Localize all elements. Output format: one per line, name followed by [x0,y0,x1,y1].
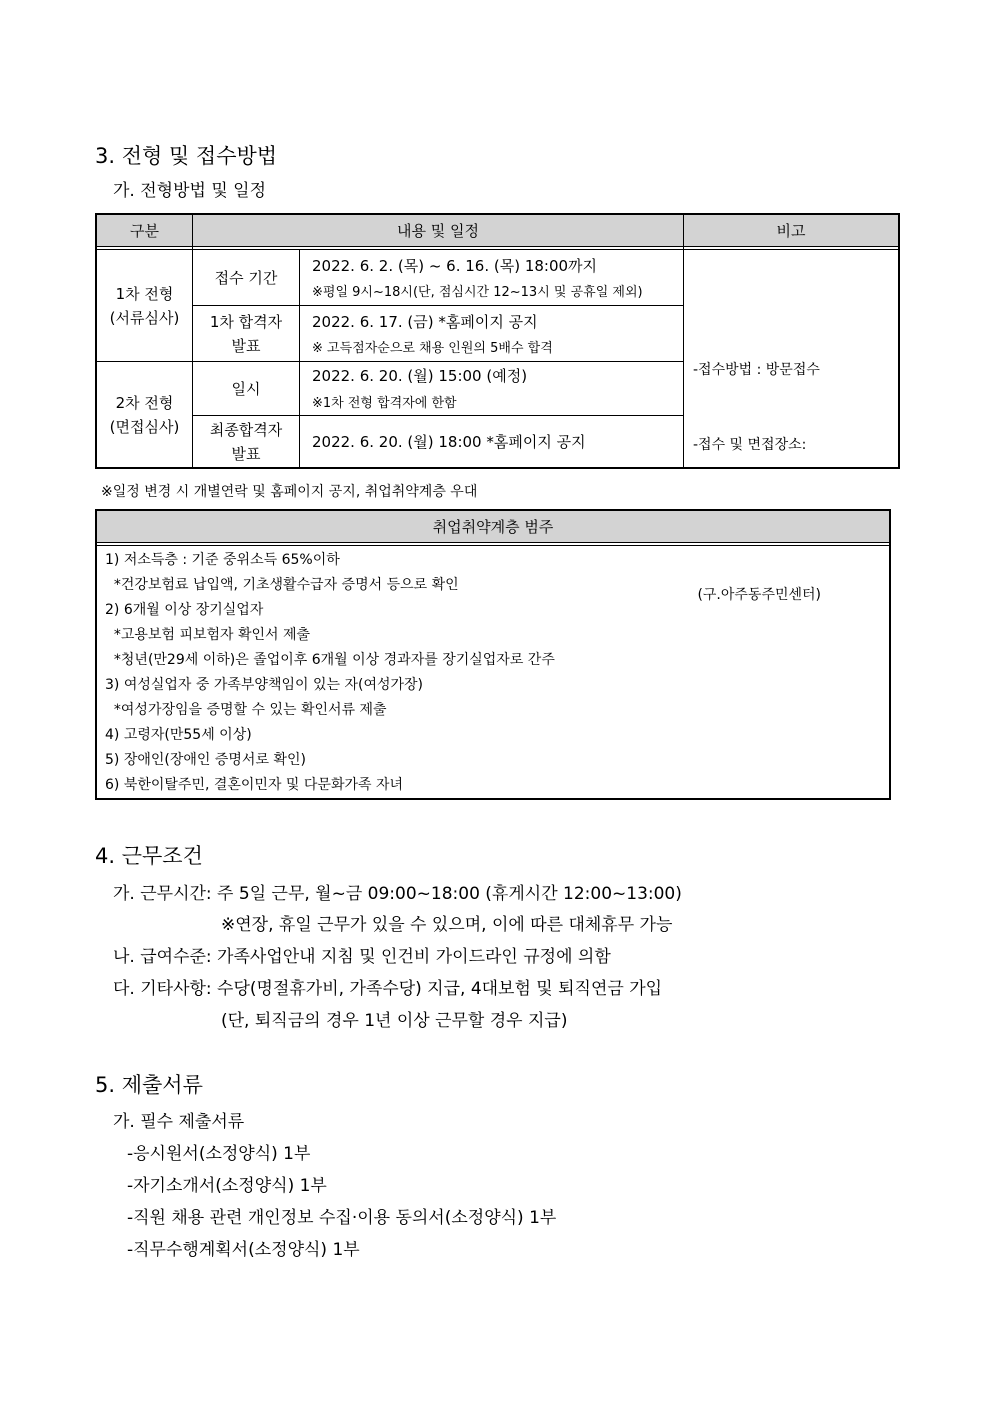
category-line: 5) 장애인(장애인 증명서로 확인) [105,752,306,768]
category-line: *고용보험 피보험자 확인서 제출 [105,627,311,643]
row4-content: 2022. 6. 20. (월) 18:00 *홈페이지 공지 [312,433,586,451]
category-line: *건강보험료 납입액, 기초생활수급자 증명서 등으로 확인 [105,577,459,593]
category-line: 2) 6개월 이상 장기실업자 [105,602,264,618]
other-matters: 다. 기타사항: 수당(명절휴가비, 가족수당) 지급, 4대보험 및 퇴직연금 가입 [113,979,663,999]
category-line: 4) 고령자(만55세 이상) [105,727,252,743]
section4-title: 4. 근무조건 [95,844,203,868]
section3-title: 3. 전형 및 접수방법 [95,144,278,168]
row2-content: 2022. 6. 17. (금) *홈페이지 공지 ※ 고득점자순으로 채용 인원의 5배수 합격 [312,313,553,356]
header-category: 구분 [97,215,192,246]
section5-sub-a: 가. 필수 제출서류 [113,1112,245,1132]
salary-level: 나. 급여수준: 가족사업안내 지침 및 인건비 가이드라인 규정에 의함 [113,947,611,967]
row1-content: 2022. 6. 2. (목) ~ 6. 16. (목) 18:00까지 ※평일 9시~18시(단, 점심시간 12~13시 및 공휴일 제외) [312,257,643,300]
stage1-label: 1차 전형 (서류심사) [109,284,180,327]
row3-item: 일시 [231,379,261,398]
required-doc-item: -자기소개서(소정양식) 1부 [127,1176,327,1196]
row4-item: 최종합격자 발표 [209,420,283,463]
row2-item: 1차 합격자 발표 [209,312,283,355]
required-doc-item: -직원 채용 관련 개인정보 수집·이용 동의서(소정양식) 1부 [127,1208,557,1228]
vulnerable-category-box [95,509,891,800]
category-line: 3) 여성실업자 중 가족부양책임이 있는 자(여성가장) [105,677,424,693]
row3-content: 2022. 6. 20. (월) 15:00 (예정) ※1차 전형 합격자에 한함 [312,367,528,411]
required-doc-item: -직무수행계획서(소정양식) 1부 [127,1240,360,1260]
header-note: 비고 [684,215,898,246]
note-column: -접수방법 : 방문접수 -접수 및 면접장소: (구.아주동주민센터) [693,362,822,603]
required-doc-item: -응시원서(소정양식) 1부 [127,1144,311,1164]
category-line: 1) 저소득층 : 기준 중위소득 65%이하 [105,552,340,568]
category-line: 6) 북한이탈주민, 결혼이민자 및 다문화가족 자녀 [105,777,404,793]
stage2-label: 2차 전형 (면접심사) [109,393,180,436]
category-line: *여성가장임을 증명할 수 있는 확인서류 제출 [105,702,387,718]
section3-sub-a: 가. 전형방법 및 일정 [113,181,266,201]
category-title: 취업취약계층 범주 [97,511,889,542]
work-hours: 가. 근무시간: 주 5일 근무, 월~금 09:00~18:00 (휴게시간 12:00~13:00) [113,884,682,904]
work-hours-note: ※연장, 휴일 근무가 있을 수 있으며, 이에 따른 대체휴무 가능 [221,915,673,935]
category-line: *청년(만29세 이하)은 졸업이후 6개월 이상 경과자를 장기실업자로 간주 [105,652,555,668]
section5-title: 5. 제출서류 [95,1073,203,1097]
other-matters-note: (단, 퇴직금의 경우 1년 이상 근무할 경우 지급) [221,1011,568,1031]
row1-item: 접수 기간 [214,268,278,287]
header-content: 내용 및 일정 [193,215,683,246]
schedule-footnote: ※일정 변경 시 개별연락 및 홈페이지 공지, 취업취약계층 우대 [101,484,478,500]
